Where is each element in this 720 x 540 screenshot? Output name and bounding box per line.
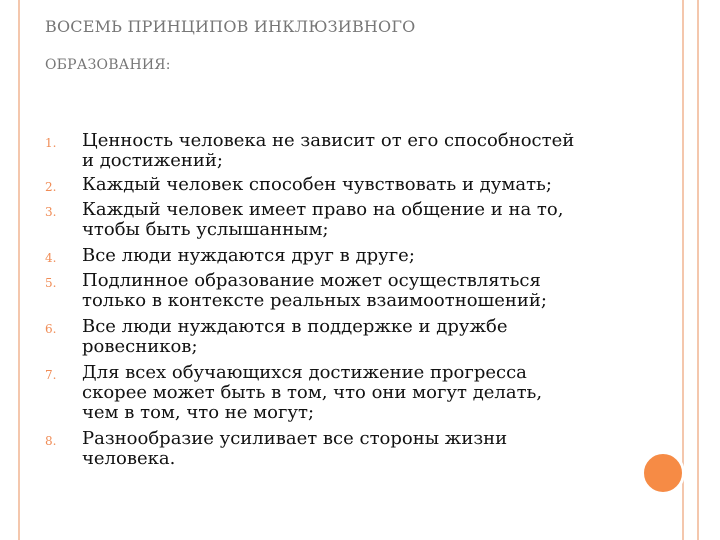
list-item-number: 6. (45, 322, 57, 336)
list-item-text: Разнообразие усиливает все стороны жизни человека. (82, 428, 508, 469)
list-item-text: Каждый человек имеет право на общение и на то, чтобы быть услышанным; (82, 199, 564, 240)
list-item (45, 317, 625, 363)
list-item-number: 5. (45, 276, 57, 290)
list-item-number: 8. (45, 434, 57, 448)
list-item-number: 4. (45, 251, 57, 265)
list-item-number: 2. (45, 180, 57, 194)
list-item-number: 1. (45, 136, 57, 150)
list-item-text: Каждый человек способен чувствовать и думать; (82, 174, 552, 195)
list-item (45, 271, 625, 317)
list-item-number: 7. (45, 368, 57, 382)
list-item-text: Для всех обучающихся достижение прогресса скорее может быть в том, что они могут делать, чем в том, что не могут; (82, 362, 543, 423)
principles-list (45, 131, 625, 473)
list-item-text: Подлинное образование может осуществляться только в контексте реальных взаимоотношений; (82, 270, 547, 311)
list-item (45, 246, 625, 271)
list-item (45, 131, 625, 175)
title-line-1: ВОСЕМЬ ПРИНЦИПОВ ИНКЛЮЗИВНОГО (45, 17, 416, 36)
right-border-line-inner (682, 0, 684, 540)
left-border-line (18, 0, 20, 540)
list-item-text: Ценность человека не зависит от его способностей и достижений; (82, 130, 575, 171)
list-item (45, 429, 625, 473)
list-item-text: Все люди нуждаются в поддержке и дружбе ровесников; (82, 316, 508, 357)
page-title (45, 8, 416, 84)
title-line-2: ОБРАЗОВАНИЯ: (45, 57, 171, 73)
list-item (45, 363, 625, 429)
list-item-text: Все люди нуждаются друг в друге; (82, 245, 415, 266)
list-item (45, 200, 625, 246)
list-item-number: 3. (45, 205, 57, 219)
list-item (45, 175, 625, 200)
decorative-circle-icon (641, 451, 685, 495)
right-border-line-outer (697, 0, 699, 540)
